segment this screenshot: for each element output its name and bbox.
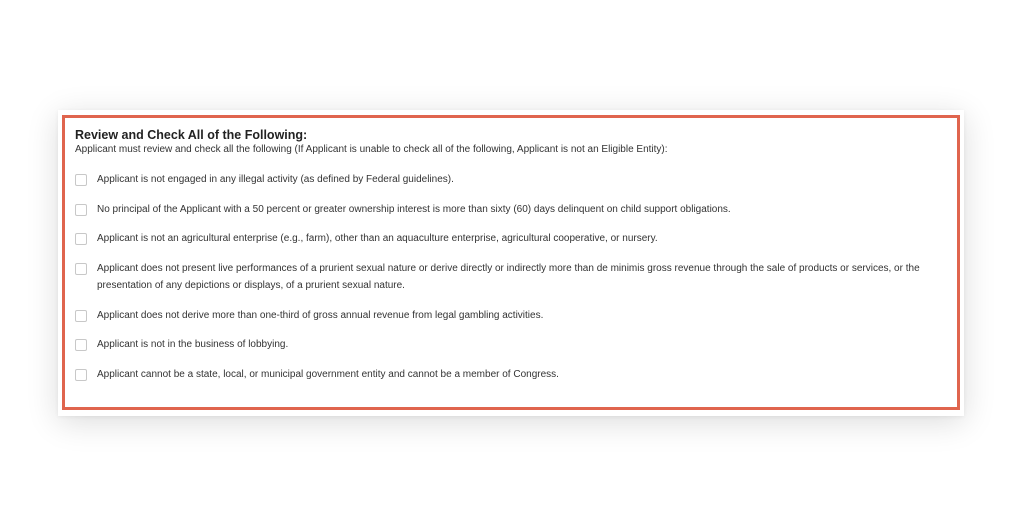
checkbox-government-entity[interactable] — [75, 369, 87, 381]
checklist-item-illegal-activity[interactable] — [75, 173, 937, 189]
checklist-item-label: Applicant does not present live performances of a prurient sexual nature or derive directly or indirectly more than de minimis gross revenue through the sale of products or services, or the presentation of any depictions or displays, of a prurient sexual nature. — [97, 262, 920, 291]
checklist-item-child-support[interactable] — [75, 203, 937, 219]
checkbox-illegal-activity[interactable] — [75, 174, 87, 186]
checklist-item-gambling[interactable] — [75, 309, 937, 325]
checkbox-child-support[interactable] — [75, 204, 87, 216]
checklist-item-label: Applicant cannot be a state, local, or municipal government entity and cannot be a member of Congress. — [97, 368, 559, 380]
checkbox-gambling[interactable] — [75, 310, 87, 322]
section-title: Review and Check All of the Following: — [75, 128, 308, 142]
checkbox-lobbying[interactable] — [75, 339, 87, 351]
section-subtitle: Applicant must review and check all the following (If Applicant is unable to check all of the following, Applicant is not an Eligible Entity): — [75, 144, 668, 155]
checklist-item-label: No principal of the Applicant with a 50 percent or greater ownership interest is more than sixty (60) days delinquent on child support obligations. — [97, 203, 731, 215]
checklist-item-label: Applicant is not an agricultural enterprise (e.g., farm), other than an aquaculture enterprise, agricultural cooperative, or nursery. — [97, 233, 658, 244]
checklist-item-label: Applicant is not in the business of lobbying. — [97, 339, 289, 350]
checkbox-agricultural[interactable] — [75, 233, 87, 245]
checklist-item-prurient[interactable] — [75, 262, 937, 295]
checklist-item-label: Applicant is not engaged in any illegal activity (as defined by Federal guidelines). — [97, 174, 454, 185]
checklist-item-agricultural[interactable] — [75, 232, 937, 248]
checklist-item-label: Applicant does not derive more than one-third of gross annual revenue from legal gambling activities. — [97, 309, 544, 321]
checklist-item-government-entity[interactable] — [75, 368, 937, 384]
checkbox-prurient[interactable] — [75, 263, 87, 275]
eligibility-checklist-panel — [62, 115, 960, 410]
checklist-item-lobbying[interactable] — [75, 338, 937, 354]
eligibility-checklist — [75, 173, 937, 383]
